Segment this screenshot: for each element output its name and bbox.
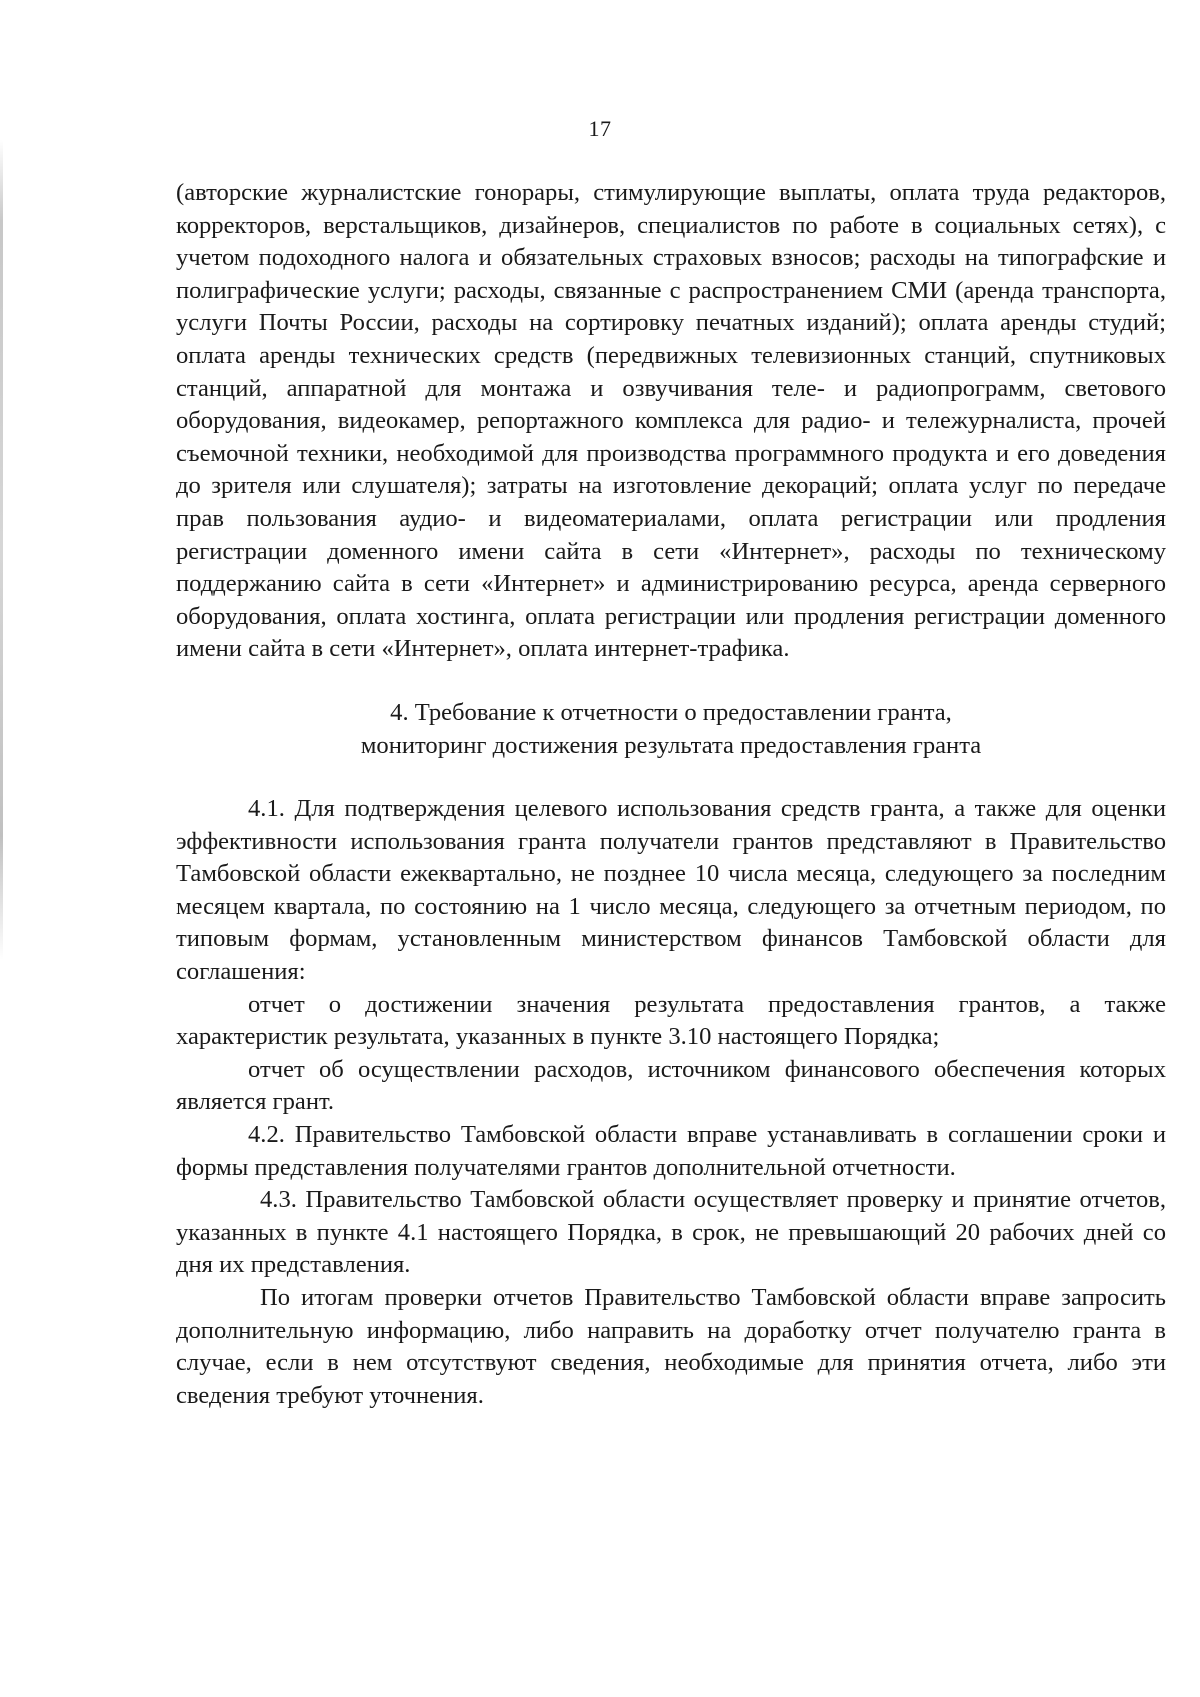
- section-heading-line-2: мониторинг достижения результата предоставления гранта: [360, 731, 982, 759]
- paragraph-4-2: 4.2. Правительство Тамбовской области вправе устанавливать в соглашении сроки и формы представления получателями грантов дополнительной отчетности.: [176, 1121, 1166, 1181]
- page-number: 17: [588, 116, 612, 141]
- paragraph-review-results: По итогам проверки отчетов Правительство Тамбовской области вправе запросить дополнительную информацию, либо направить на доработку отчет получателю гранта в случае, если в нем отсутствуют сведения, необходимые для принятия отчета, либо эти сведения требуют уточнения.: [176, 1284, 1166, 1409]
- scan-edge-shadow: [0, 140, 3, 960]
- paragraph-report-expenses: отчет об осуществлении расходов, источником финансового обеспечения которых является грант.: [176, 1055, 1166, 1116]
- section-heading-line-1: 4. Требование к отчетности о предоставлении гранта,: [390, 698, 952, 726]
- document-body: [176, 177, 1166, 1412]
- intro-paragraph: (авторские журналистские гонорары, стимулирующие выплаты, оплата труда редакторов, корректоров, верстальщиков, дизайнеров, специалистов по работе в социальных сетях), с учетом подоходного налога и обязательных страховых взносов; расходы на типографские и полиграфические услуги; расходы, связанные с распространением СМИ (аренда транспорта, услуги Почты России, расходы на сортировку печатных изданий); оплата аренды студий; оплата аренды технических средств (передвижных телевизионных станций, спутниковых станций, аппаратной для монтажа и озвучивания теле- и радиопрограмм, светового оборудования, видеокамер, репортажного комплекса для радио- и тележурналиста, прочей съемочной техники, необходимой для производства программного продукта и его доведения до зрителя или слушателя); затраты на изготовление декораций; оплата услуг по передаче прав пользования аудио- и видеоматериалами, оплата регистрации или продления регистрации доменного имени сайта в сети «Интернет», расходы по техническому поддержанию сайта в сети «Интернет» и администрированию ресурса, аренда серверного оборудования, оплата хостинга, оплата регистрации или продления регистрации доменного имени сайта в сети «Интернет», оплата интернет-трафика.: [176, 179, 1166, 663]
- paragraph-4-1: 4.1. Для подтверждения целевого использования средств гранта, а также для оценки эффективности использования гранта получатели грантов представляют в Правительство Тамбовской области ежеквартально, не позднее 10 числа месяца, следующего за последним месяцем квартала, по состоянию на 1 число месяца, следующего за отчетным периодом, по типовым формам, установленным министерством финансов Тамбовской области для соглашения:: [176, 795, 1166, 986]
- paragraph-4-3: 4.3. Правительство Тамбовской области осуществляет проверку и принятие отчетов, указанных в пункте 4.1 настоящего Порядка, в срок, не превышающий 20 рабочих дней со дня их представления.: [176, 1186, 1166, 1279]
- paragraph-report-result: отчет о достижении значения результата предоставления грантов, а также характеристик результата, указанных в пункте 3.10 настоящего Порядка;: [176, 990, 1166, 1051]
